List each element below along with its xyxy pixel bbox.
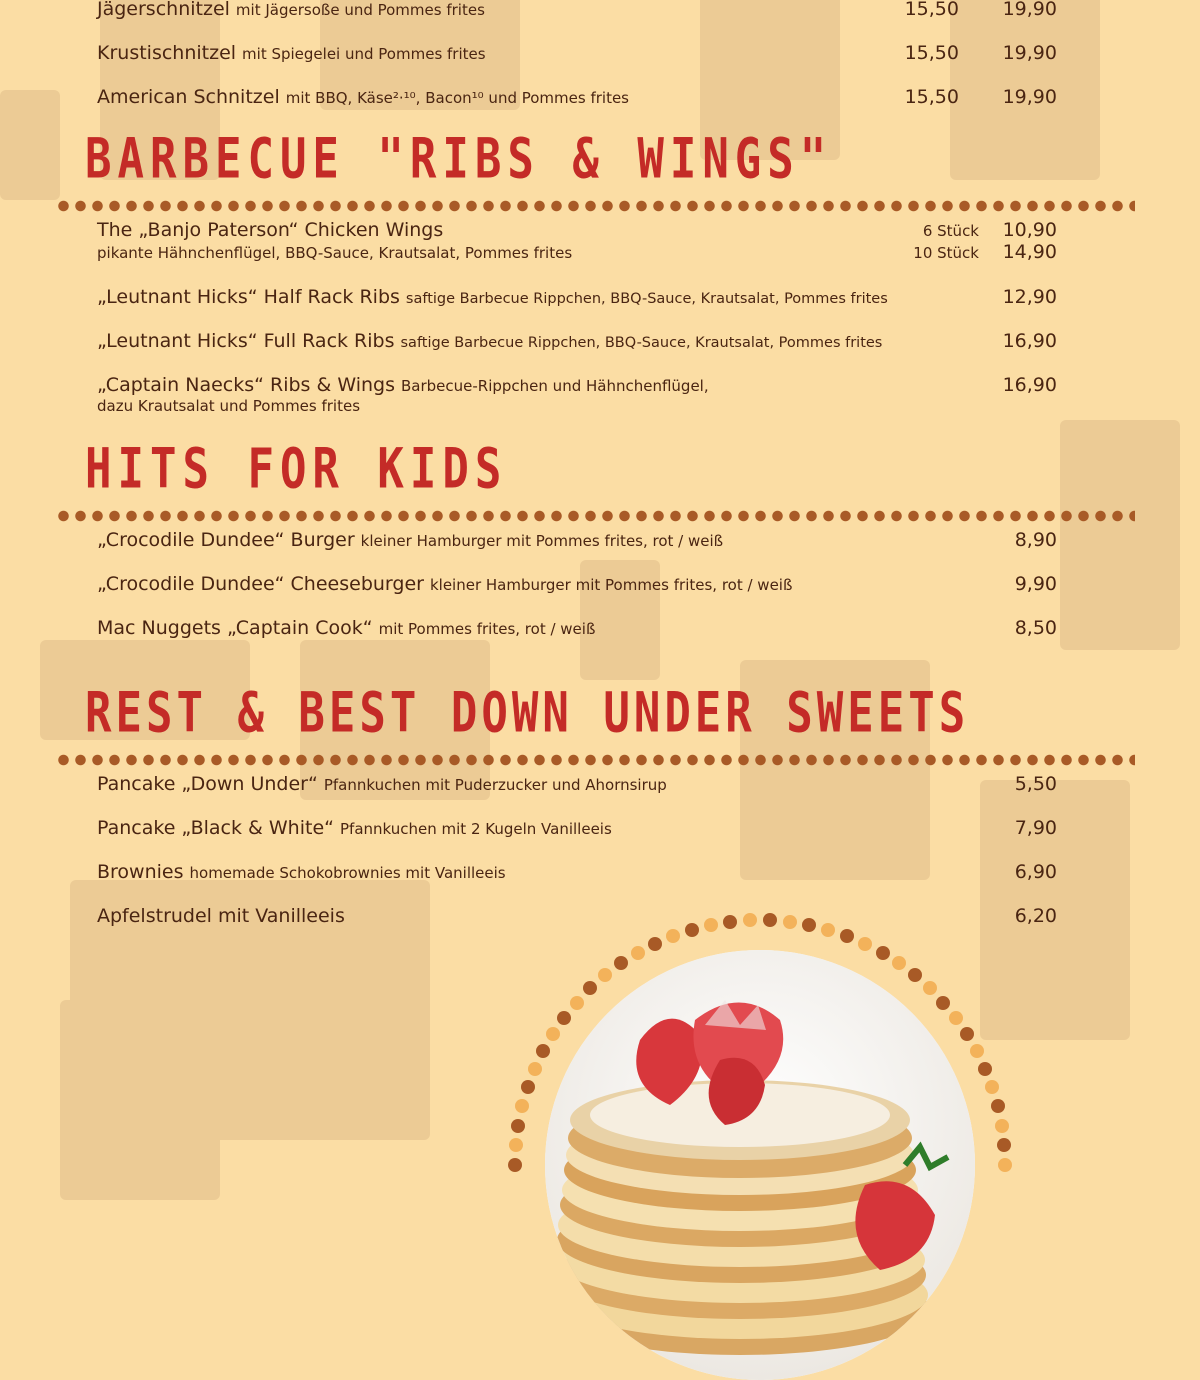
item-name: Pancake „Black & White“ [97, 817, 334, 839]
frame-dot [821, 923, 835, 937]
frame-dot [876, 946, 890, 960]
frame-dot [666, 929, 680, 943]
item-price: 10,90 [1002, 219, 1057, 241]
item-price: 8,50 [1014, 617, 1057, 639]
frame-dot [557, 1011, 571, 1025]
frame-dot [536, 1044, 550, 1058]
frame-dot [598, 968, 612, 982]
section-heading-kids: HITS FOR KIDS [85, 437, 508, 501]
frame-dot [614, 956, 628, 970]
frame-dot [783, 915, 797, 929]
frame-dot [908, 968, 922, 982]
item-price: 16,90 [1002, 374, 1057, 396]
item-name: The „Banjo Paterson“ Chicken Wings [97, 219, 444, 241]
frame-dot [515, 1099, 529, 1113]
item-price-small: 15,50 [904, 42, 959, 64]
item-description: kleiner Hamburger mit Pommes frites, rot / weiß [429, 576, 793, 594]
item-price-large: 19,90 [1002, 42, 1057, 64]
item-price-large: 19,90 [1002, 86, 1057, 108]
frame-dot [570, 996, 584, 1010]
item-price-large: 19,90 [1002, 0, 1057, 20]
section-heading-bbq: BARBECUE "RIBS & WINGS" [85, 127, 833, 191]
menu-item [97, 905, 1057, 927]
item-name: „Leutnant Hicks“ Full Rack Ribs [97, 330, 395, 352]
frame-dot [923, 981, 937, 995]
frame-dot [960, 1027, 974, 1041]
item-description: homemade Schokobrownies mit Vanilleeis [189, 864, 506, 882]
frame-dot [521, 1080, 535, 1094]
item-price: 16,90 [1002, 330, 1057, 352]
frame-dot [583, 981, 597, 995]
menu-item [97, 42, 1057, 64]
dotted-divider [55, 753, 1135, 767]
frame-dot [991, 1099, 1005, 1113]
frame-dot [995, 1119, 1009, 1133]
section-heading-sweets: REST & BEST DOWN UNDER SWEETS [85, 681, 970, 745]
item-price: 9,90 [1014, 573, 1057, 595]
item-name: Jägerschnitzel [97, 0, 230, 20]
pancake-photo [545, 950, 975, 1380]
menu-item-wings [97, 219, 1057, 263]
frame-dot [936, 996, 950, 1010]
frame-dot [840, 929, 854, 943]
item-price: 12,90 [1002, 286, 1057, 308]
item-description: kleiner Hamburger mit Pommes frites, rot / weiß [360, 532, 724, 550]
item-description: Barbecue-Rippchen und Hähnchenflügel, [401, 377, 709, 395]
menu-item [97, 773, 1057, 795]
frame-dot [528, 1062, 542, 1076]
frame-dot [949, 1011, 963, 1025]
frame-dot [685, 923, 699, 937]
item-description: mit BBQ, Käse²·¹⁰, Bacon¹⁰ und Pommes frites [285, 89, 629, 107]
item-quantity: 10 Stück [913, 244, 979, 262]
frame-dot [508, 1158, 522, 1172]
menu-item [97, 286, 1057, 308]
item-price: 6,90 [1014, 861, 1057, 883]
item-description: mit Jägersoße und Pommes frites [235, 1, 485, 19]
item-name: „Crocodile Dundee“ Burger [97, 529, 355, 551]
menu-item [97, 861, 1057, 883]
frame-dot [997, 1138, 1011, 1152]
item-description: pikante Hähnchenflügel, BBQ-Sauce, Krautsalat, Pommes frites [97, 244, 573, 262]
menu-item [97, 573, 1057, 595]
frame-dot [704, 918, 718, 932]
menu-item [97, 374, 1057, 416]
item-price: 14,90 [1002, 241, 1057, 263]
menu-item [97, 86, 1057, 108]
background-texture [0, 90, 60, 200]
dotted-divider [55, 199, 1135, 213]
item-price-small: 15,50 [904, 86, 959, 108]
item-price: 7,90 [1014, 817, 1057, 839]
item-name: „Leutnant Hicks“ Half Rack Ribs [97, 286, 400, 308]
item-price: 6,20 [1014, 905, 1057, 927]
frame-dot [763, 913, 777, 927]
item-price: 8,90 [1014, 529, 1057, 551]
frame-dot [546, 1027, 560, 1041]
item-description: mit Spiegelei und Pommes frites [242, 45, 486, 63]
frame-dot [985, 1080, 999, 1094]
item-description: mit Pommes frites, rot / weiß [378, 620, 596, 638]
frame-dot [631, 946, 645, 960]
menu-item [97, 330, 1057, 352]
item-name: Apfelstrudel mit Vanilleeis [97, 905, 345, 927]
frame-dot [509, 1138, 523, 1152]
item-description: dazu Krautsalat und Pommes frites [97, 397, 361, 415]
item-price: 5,50 [1014, 773, 1057, 795]
pancake-stack-illustration [545, 950, 975, 1380]
menu-item [97, 817, 1057, 839]
item-description: Pfannkuchen mit Puderzucker und Ahornsirup [323, 776, 667, 794]
item-name: „Captain Naecks“ Ribs & Wings [97, 374, 395, 396]
item-name: Brownies [97, 861, 184, 883]
menu-item [97, 529, 1057, 551]
item-name: American Schnitzel [97, 86, 280, 108]
frame-dot [858, 937, 872, 951]
item-name: Pancake „Down Under“ [97, 773, 318, 795]
item-description: saftige Barbecue Rippchen, BBQ-Sauce, Krautsalat, Pommes frites [405, 291, 888, 307]
item-name: Mac Nuggets „Captain Cook“ [97, 617, 373, 639]
frame-dot [978, 1062, 992, 1076]
menu-item [97, 0, 1057, 20]
background-texture [1060, 420, 1180, 650]
frame-dot [511, 1119, 525, 1133]
frame-dot [802, 918, 816, 932]
background-texture [60, 1000, 220, 1200]
item-description: saftige Barbecue Rippchen, BBQ-Sauce, Krautsalat, Pommes frites [400, 335, 883, 351]
frame-dot [648, 937, 662, 951]
frame-dot [970, 1044, 984, 1058]
frame-dot [998, 1158, 1012, 1172]
item-description: Pfannkuchen mit 2 Kugeln Vanilleeis [340, 820, 612, 838]
item-quantity: 6 Stück [922, 222, 979, 240]
dotted-divider [55, 509, 1135, 523]
frame-dot [892, 956, 906, 970]
item-price-small: 15,50 [904, 0, 959, 20]
menu-item [97, 617, 1057, 639]
item-name: Krustischnitzel [97, 42, 237, 64]
item-name: „Crocodile Dundee“ Cheeseburger [97, 573, 424, 595]
